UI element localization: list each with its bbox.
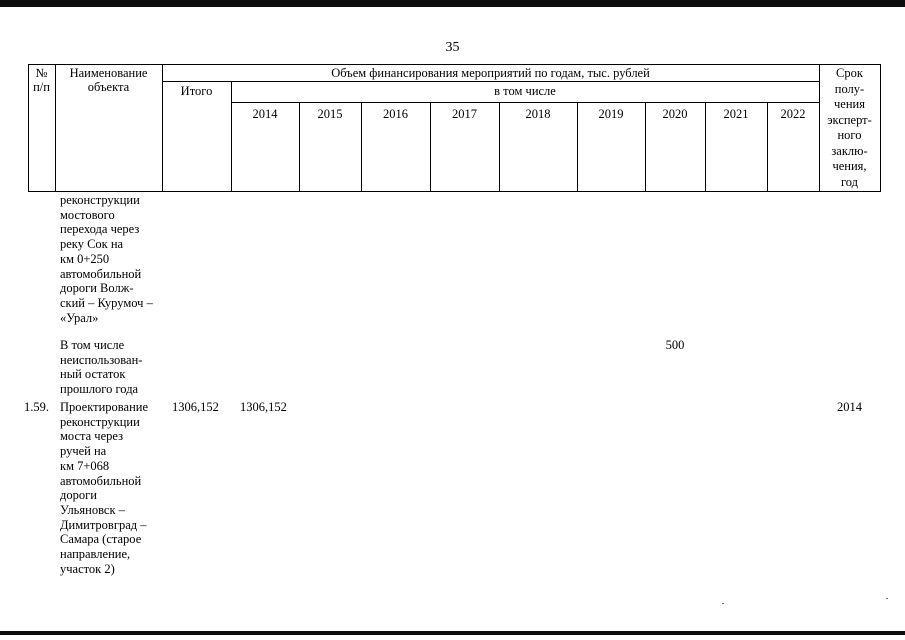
header-year-2017: 2017 [452,107,477,121]
header-year-2016: 2016 [383,107,408,121]
row-1-59-name: Проектирование реконструкции моста через ручей на км 7+068 автомобильной дороги Ульяновск – Димитровград – Самара (старое направление, участок 2) [60,400,149,576]
header-including-label: в том числе [494,84,556,98]
scan-bottom-edge [0,631,905,635]
scan-top-edge [0,0,905,7]
page-number: 35 [445,40,460,55]
grid-line [28,191,881,192]
row-unused-balance-2020: 500 [665,338,685,352]
grid-line [880,64,881,192]
grid-line [28,64,881,65]
header-deadline-label: Срок полу- чения эксперт- ного заклю- чения, год [827,66,872,189]
header-year-2021: 2021 [723,107,749,121]
header-name-label: Наименование объекта [69,66,148,94]
header-year-2018: 2018 [525,107,551,121]
row-1-59-no: 1.59. [24,400,49,414]
grid-line [162,81,819,82]
header-year-2015: 2015 [317,107,343,121]
scan-speck [722,603,724,604]
header-year-2022: 2022 [780,107,806,121]
row-unused-balance-name: В том числе неиспользован- ный остаток прошлого года [60,338,143,397]
header-year-2019: 2019 [598,107,624,121]
header-year-2014: 2014 [252,107,278,121]
row-1-59-total: 1306,152 [172,400,219,414]
header-no-label: № п/п [33,66,50,94]
grid-line [231,102,819,103]
header-year-2020: 2020 [662,107,688,121]
header-total-label: Итого [180,84,213,98]
header-funding-label: Объем финансирования мероприятий по годам, тыс. рублей [331,66,650,80]
row-1-59-deadline: 2014 [837,400,862,414]
row-1-59-2014: 1306,152 [240,400,287,414]
scan-speck [886,598,888,599]
row-continued-name: реконструкции мостового перехода через реку Сок на км 0+250 автомобильной дороги Волж- ский – Курумоч – «Урал» [60,193,153,325]
